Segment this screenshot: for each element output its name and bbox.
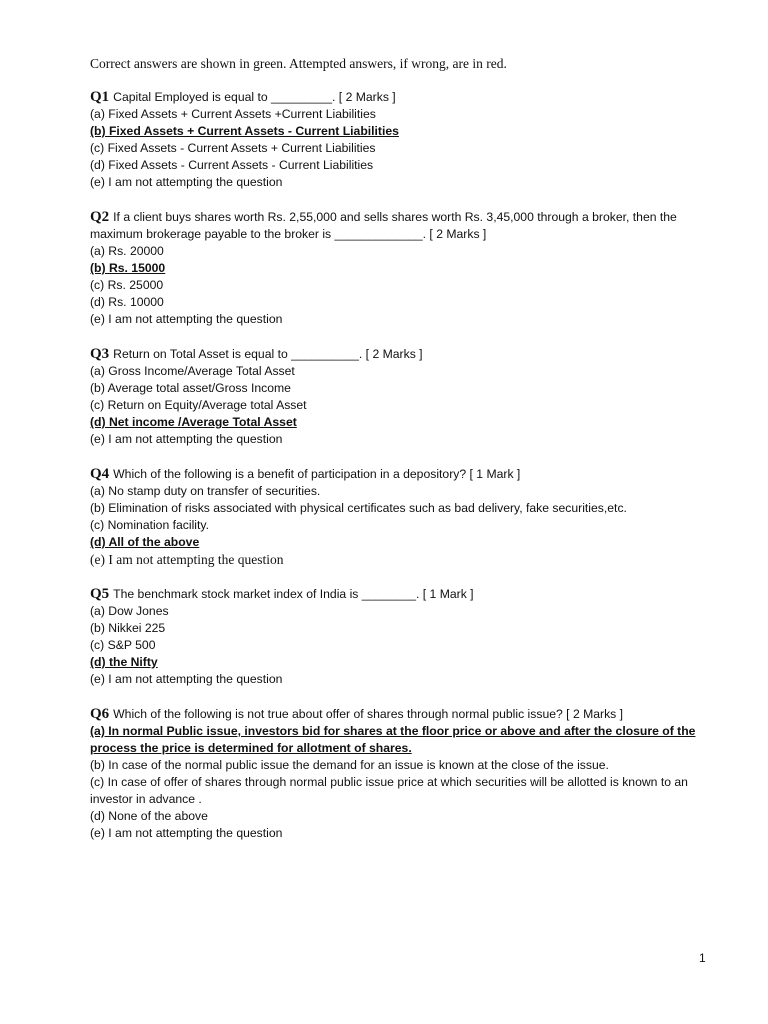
correct-answer-option: (d) the Nifty bbox=[90, 655, 158, 669]
answer-option: (d) Fixed Assets - Current Assets - Current Liabilities bbox=[90, 158, 374, 172]
answer-option: (b) Elimination of risks associated with physical certificates such as bad delivery, fake securities,etc. bbox=[90, 501, 627, 515]
answer-option: (e) I am not attempting the question bbox=[90, 432, 283, 446]
question-text: If a client buys shares worth Rs. 2,55,000 and sells shares worth Rs. 3,45,000 through a broker, then the maximum brokerage payable to the broker is _____________. [ 2 Marks ] bbox=[90, 210, 677, 241]
answer-option: (a) Fixed Assets + Current Assets +Current Liabilities bbox=[90, 107, 376, 121]
answer-option: (b) Nikkei 225 bbox=[90, 621, 166, 635]
answer-option: (d) Rs. 10000 bbox=[90, 295, 164, 309]
page-number: 1 bbox=[699, 951, 706, 965]
question-stem bbox=[90, 706, 710, 723]
intro-note: Correct answers are shown in green. Attempted answers, if wrong, are in red. bbox=[90, 56, 507, 71]
question-number: Q5 bbox=[90, 586, 110, 602]
correct-answer-option: (d) All of the above bbox=[90, 535, 200, 549]
answer-option: (c) S&P 500 bbox=[90, 638, 156, 652]
answer-option: (d) None of the above bbox=[90, 809, 208, 823]
answer-option: (b) Average total asset/Gross Income bbox=[90, 381, 291, 395]
question-5 bbox=[90, 586, 710, 688]
document-page bbox=[90, 55, 710, 860]
question-list bbox=[90, 89, 710, 842]
answer-option: (b) In case of the normal public issue the demand for an issue is known at the close of the issue. bbox=[90, 758, 609, 772]
question-stem bbox=[90, 466, 710, 483]
question-text: Return on Total Asset is equal to __________. [ 2 Marks ] bbox=[113, 347, 423, 361]
question-stem bbox=[90, 89, 710, 106]
answer-option: (c) In case of offer of shares through normal public issue price at which securities will be allotted is known to an investor in advance . bbox=[90, 775, 688, 806]
correct-answer-option: (a) In normal Public issue, investors bid for shares at the floor price or above and after the closure of the process the price is determined for allotment of shares. bbox=[90, 724, 696, 755]
answer-option: (c) Nomination facility. bbox=[90, 518, 209, 532]
answer-option: (c) Rs. 25000 bbox=[90, 278, 164, 292]
answer-option: (a) No stamp duty on transfer of securities. bbox=[90, 484, 321, 498]
question-6 bbox=[90, 706, 710, 842]
question-number: Q6 bbox=[90, 706, 110, 722]
question-3 bbox=[90, 346, 710, 448]
question-4 bbox=[90, 466, 710, 568]
answer-option: (e) I am not attempting the question bbox=[90, 552, 284, 567]
answer-option: (e) I am not attempting the question bbox=[90, 175, 283, 189]
question-text: The benchmark stock market index of India is ________. [ 1 Mark ] bbox=[113, 587, 474, 601]
answer-option: (a) Dow Jones bbox=[90, 604, 169, 618]
answer-option: (c) Return on Equity/Average total Asset bbox=[90, 398, 307, 412]
question-stem bbox=[90, 586, 710, 603]
correct-answer-option: (b) Fixed Assets + Current Assets - Current Liabilities bbox=[90, 124, 399, 138]
answer-option: (c) Fixed Assets - Current Assets + Current Liabilities bbox=[90, 141, 376, 155]
question-text: Which of the following is a benefit of participation in a depository? [ 1 Mark ] bbox=[113, 467, 521, 481]
question-text: Which of the following is not true about offer of shares through normal public issue? [ 2 Marks ] bbox=[113, 707, 624, 721]
question-stem bbox=[90, 209, 710, 243]
correct-answer-option: (d) Net income /Average Total Asset bbox=[90, 415, 297, 429]
question-number: Q4 bbox=[90, 466, 110, 482]
correct-answer-option: (b) Rs. 15000 bbox=[90, 261, 166, 275]
question-2 bbox=[90, 209, 710, 328]
question-1 bbox=[90, 89, 710, 191]
question-stem bbox=[90, 346, 710, 363]
question-number: Q1 bbox=[90, 89, 110, 105]
answer-option: (a) Gross Income/Average Total Asset bbox=[90, 364, 295, 378]
question-number: Q2 bbox=[90, 209, 110, 225]
answer-option: (e) I am not attempting the question bbox=[90, 672, 283, 686]
question-number: Q3 bbox=[90, 346, 110, 362]
answer-option: (a) Rs. 20000 bbox=[90, 244, 164, 258]
answer-option: (e) I am not attempting the question bbox=[90, 826, 283, 840]
answer-option: (e) I am not attempting the question bbox=[90, 312, 283, 326]
question-text: Capital Employed is equal to _________. [ 2 Marks ] bbox=[113, 90, 396, 104]
